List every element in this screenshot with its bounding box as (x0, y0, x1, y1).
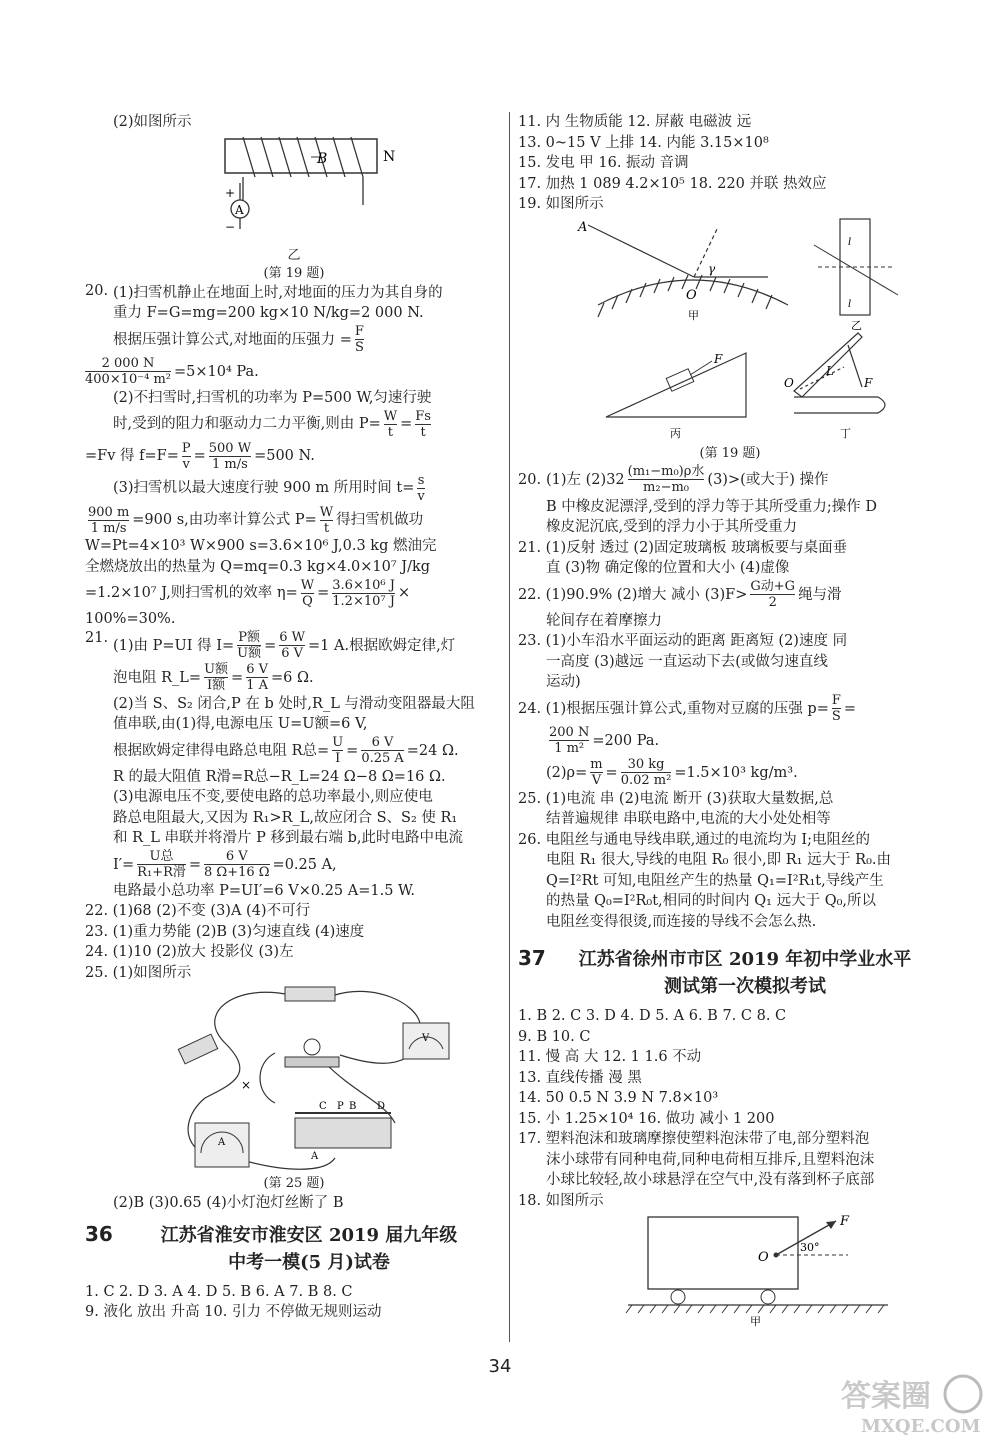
force-f2-label: F (864, 375, 873, 390)
sec37-answers-6: 15. 小 1.25×10⁴ 16. 做功 减小 1 200 (518, 1110, 775, 1127)
sub-ding: 丁 (840, 426, 851, 440)
q25-part2: (2)B (3)0.65 (4)小灯泡灯丝断了 B (113, 1195, 344, 1211)
watermark-bottom: MXQE.COM (861, 1416, 981, 1437)
q20-line: (2)不扫雪时,扫雪机的功率为 P=500 W,匀速行驶 (113, 389, 432, 406)
answer-21-line: 直 (3)物 确定像的位置和大小 (4)虚像 (546, 560, 790, 576)
minus-sign: − (225, 219, 236, 234)
q20-line: =1.2×10⁷ J,则扫雪机的效率 η= $\frac{W}{Q}$ = $\frac{\text{3.6×10⁶ J}}{\text{1.2×10⁷ J}}$ × (85, 577, 411, 609)
angle-gamma-label: γ (708, 261, 716, 276)
answer-13: 13. 0~15 V 上排 14. 内能 3.15×10⁸ (518, 134, 769, 151)
q21-line: 泡电阻 R_L= $\frac{\text{U额}}{\text{I额}}$ = $\frac{6 V}{1 A}$ =6 Ω. (113, 662, 314, 693)
sub-jia: 甲 (688, 308, 699, 322)
answer-17: 17. 加热 1 089 4.2×10⁵ 18. 220 并联 热效应 (518, 175, 827, 192)
answer-25-line: 25. (1)电流 串 (2)电流 断开 (3)获取大量数据,总 (518, 790, 834, 807)
rheostat-c: C (319, 1101, 327, 1112)
solenoid-diagram (85, 133, 503, 251)
q20-line: $\frac{900 m}{1 m/s}$ =900 s,由功率计算公式 P= $\frac{W}{t}$ 得扫雪机做功 (88, 504, 424, 536)
lever-l-label: L (826, 363, 834, 378)
rheostat-d: D (377, 1101, 386, 1112)
figure-19-caption-right: (第 19 题) (699, 445, 761, 461)
q21-line: 电路最小总功率 P=UI′=6 V×0.25 A=1.5 W. (113, 882, 416, 899)
sec37-answers-3: 11. 慢 高 大 12. 1 1.6 不动 (518, 1049, 702, 1065)
answer-26-line: 电阻 R₁ 很大,导线的电阻 R₀ 很小,即 R₁ 远大于 R₀.由 (546, 852, 892, 868)
answer-22-line: 轮间存在着摩擦力 (546, 612, 662, 629)
answer-26-line: 的热量 Q₀=I²R₀t,相同的时间内 Q₁ 远大于 Q₀,所以 (546, 893, 877, 909)
section-37-title: 江苏省徐州市市区 2019 年初中学业水平 (578, 949, 912, 970)
answer-11: 11. 内 生物质能 12. 屏蔽 电磁波 远 (518, 114, 752, 130)
q20-line: =Fv 得 f=F= $\frac{P}{v}$ = $\frac{500 W}{1 m/s}$ =500 N. (85, 440, 315, 472)
answer-21-line: 21. (1)反射 透过 (2)固定玻璃板 玻璃板要与桌面垂 (518, 539, 848, 556)
sub-yi: 乙 (851, 318, 862, 332)
section-37-subtitle: 测试第一次模拟考试 (664, 976, 826, 997)
ammeter-label: A (235, 202, 244, 217)
section-36-header (85, 1222, 503, 1276)
q21-line: (2)当 S、S₂ 闭合,P 在 b 处时,R_L 与滑动变阻器最大阻 (113, 695, 475, 712)
answer-24-line: 24. (1)根据压强计算公式,重物对豆腐的压强 p= $\frac{F}{S}$ = (518, 693, 857, 724)
q24-answer: 24. (1)10 (2)放大 投影仪 (3)左 (85, 944, 294, 960)
rheostat-b: B (349, 1101, 357, 1112)
force-f-label: F (714, 351, 723, 366)
section-36-title: 江苏省淮安市淮安区 2019 届九年级 (160, 1224, 458, 1246)
figure-19-caption: (第 19 题) (263, 265, 325, 281)
figure-18-cart (518, 1211, 942, 1329)
rheostat-p: P (337, 1101, 344, 1112)
section-37-header (518, 946, 942, 1000)
sec37-answers-7: 沫小球带有同种电荷,同种电荷相互排斥,且塑料泡沫 (546, 1151, 875, 1168)
section-37-number: 37 (518, 946, 546, 970)
figure-19-solenoid (85, 133, 503, 251)
sec37-answers-4: 13. 直线传播 漫 黑 (518, 1069, 642, 1086)
q21-line: I′= $\frac{\text{U总}}{\text{R₁+R滑}}$ = $\frac{6 V}{8 \Omega+16 \Omega}$ =0.25 A, (113, 849, 337, 880)
figure-19-optics (518, 215, 942, 453)
answer-15: 15. 发电 甲 16. 振动 音调 (518, 155, 689, 171)
q21-line: 路总电阻最大,又因为 R₁>R_L,故应闭合 S、S₂ 使 R₁ (113, 809, 458, 826)
sec37-answers-1: 1. B 2. C 3. D 4. D 5. A 6. B 7. C 8. C (518, 1008, 787, 1024)
q20-line: W=Pt=4×10³ W×900 s=3.6×10⁶ J,0.3 kg 燃油完 (85, 538, 437, 554)
sec36-answers-2: 9. 液化 放出 升高 10. 引力 不停做无规则运动 (85, 1304, 382, 1320)
sec37-answers-5: 14. 50 0.5 N 3.9 N 7.8×10³ (518, 1090, 719, 1106)
figure-25-caption: (第 25 题) (263, 1176, 325, 1191)
sec37-answers-8: 18. 如图所示 (518, 1192, 604, 1209)
answer-25-line: 结普遍规律 串联电路中,电流的大小处处相等 (546, 811, 831, 827)
q21-line: 根据欧姆定律得电路总电阻 R总= $\frac{U}{I}$ = $\frac{6 V}{0.25 A}$ =24 Ω. (113, 735, 459, 766)
plus-sign: + (225, 185, 236, 200)
answer-23-line: 一高度 (3)越远 一直运动下去(或做匀速直线 (546, 653, 828, 670)
q21-number: 21. (85, 629, 109, 646)
q20-line: 全燃烧放出的热量为 Q=mq=0.3 kg×4.0×10⁷ J/kg (85, 558, 431, 575)
answer-23-line: 运动) (546, 674, 581, 690)
watermark-logo (835, 1370, 985, 1440)
q23-answer: 23. (1)重力势能 (2)B (3)匀速直线 (4)速度 (85, 923, 365, 940)
column-divider (509, 112, 510, 1342)
figure-25-circuit (85, 983, 503, 1175)
q21-line: 和 R_L 串联并将滑片 P 移到最右端 b,此时电路中电流 (113, 830, 463, 846)
sec37-answers-7: 17. 塑料泡沫和玻璃摩擦使塑料泡沫带了电,部分塑料泡 (518, 1131, 870, 1147)
l2-label: l (848, 298, 852, 310)
left-column (85, 112, 503, 1323)
q21-line: (1)由 P=UI 得 I= $\frac{\text{P额}}{\text{U额}}$ = $\frac{6 W}{6 V}$ =1 A.根据欧姆定律,灯 (113, 630, 456, 661)
q20-line: (1)扫雪机静止在地面上时,对地面的压力为其自身的 (113, 284, 443, 301)
cart-angle: 30° (800, 1241, 820, 1254)
q20-number: 20. (85, 282, 109, 299)
answer-20-line: B 中橡皮泥漂浮,受到的浮力等于其所受重力;操作 D (546, 498, 877, 515)
q20-line: 根据压强计算公式,对地面的压强力 = $\frac{F}{S}$ (113, 324, 364, 355)
answer-23-line: 23. (1)小车沿水平面运动的距离 距离短 (2)速度 同 (518, 633, 848, 649)
ammeter-label: A (218, 1137, 226, 1148)
q20-line: $\frac{2 000 N}{\text{400×10⁻⁴ m²}}$ =5×10⁴ Pa. (85, 356, 259, 387)
q25-answer: 25. (1)如图所示 (85, 964, 192, 981)
answer-24-line: $\frac{200 N}{\text{1 m²}}$ =200 Pa. (549, 725, 660, 756)
ray-a-label: A (578, 219, 588, 235)
optics-mechanics-diagram (518, 215, 942, 453)
q20-line: 时,受到的阻力和驱动力二力平衡,则由 P= $\frac{W}{t}$ = $\frac{Fs}{t}$ (113, 408, 431, 440)
q21-line: 值串联,由(1)得,电源电压 U=U额=6 V, (113, 716, 368, 732)
answer-19: 19. 如图所示 (518, 196, 604, 212)
watermark-top: 答案圈 (841, 1379, 931, 1414)
l1-label: l (848, 236, 852, 248)
svg-text:×: × (241, 1078, 252, 1092)
answer-22-line: 22. (1)90.9% (2)增大 减小 (3)F> $\frac{\text{G动+G}}{2}$ 绳与滑 (518, 579, 842, 610)
q21-line: R 的最大阻值 R滑=R总−R_L=24 Ω−8 Ω=16 Ω. (113, 768, 446, 785)
q22-answer: 22. (1)68 (2)不变 (3)A (4)不可行 (85, 903, 311, 919)
section-36-subtitle: 中考一模(5 月)试卷 (228, 1251, 390, 1273)
field-label-b: B (317, 150, 328, 167)
answer-20-line: 20. (1)左 (2)32 $\frac{\text{(m₁−m₀)ρ水}}{\text{m₂−m₀}}$ (3)>(或大于) 操作 (518, 464, 829, 495)
right-column (518, 112, 942, 1329)
q20-line: 100%=30%. (85, 611, 176, 627)
answer-24-line: (2)ρ= $\frac{m}{V}$ = $\frac{30 kg}{\text{0.02 m²}}$ =1.5×10³ kg/m³. (546, 757, 798, 788)
answer-26-line: Q=I²Rt 可知,电阻丝产生的热量 Q₁=I²R₁t,导线产生 (546, 872, 884, 889)
cart-point-o: O (758, 1250, 769, 1265)
section-36-number: 36 (85, 1221, 113, 1246)
sec36-answers-1: 1. C 2. D 3. A 4. D 5. B 6. A 7. B 8. C (85, 1283, 353, 1300)
voltmeter-label: V (422, 1033, 430, 1044)
sub-bing: 丙 (670, 426, 681, 440)
answer-26-line: 电阻丝变得很烫,而连接的导线不会怎么热. (546, 913, 817, 930)
q20-line: (3)扫雪机以最大速度行驶 900 m 所用时间 t= $\frac{s}{v}$ (113, 472, 425, 504)
cart-force-f: F (840, 1214, 850, 1229)
answer-26-line: 26. 电阻丝与通电导线串联,通过的电流均为 I;电阻丝的 (518, 831, 870, 848)
cart-sub-jia: 甲 (750, 1315, 761, 1328)
q21-line: (3)电源电压不变,要使电路的总功率最小,则应使电 (113, 789, 433, 805)
sec37-answers-7: 小球比较轻,故小球悬浮在空气中,没有落到杯子底部 (546, 1172, 875, 1188)
figure-19-sublabel: 乙 (287, 247, 301, 263)
answer-20-line: 橡皮泥沉底,受到的浮力小于其所受重力 (546, 519, 798, 535)
pivot-o-label: O (784, 375, 794, 390)
cart-force-diagram (518, 1211, 942, 1329)
q20-line: 重力 F=G=mg=200 kg×10 N/kg=2 000 N. (113, 305, 424, 321)
q21-block (85, 630, 503, 902)
rheostat-a: A (311, 1151, 319, 1162)
point-o-label: O (686, 287, 697, 303)
pole-label-n: N (383, 148, 396, 165)
q20-block (85, 283, 503, 630)
q19-part2-label: (2)如图所示 (113, 114, 192, 130)
sec37-answers-2: 9. B 10. C (518, 1028, 591, 1045)
circuit-photo-diagram (85, 983, 503, 1175)
page-number: 34 (488, 1356, 512, 1377)
